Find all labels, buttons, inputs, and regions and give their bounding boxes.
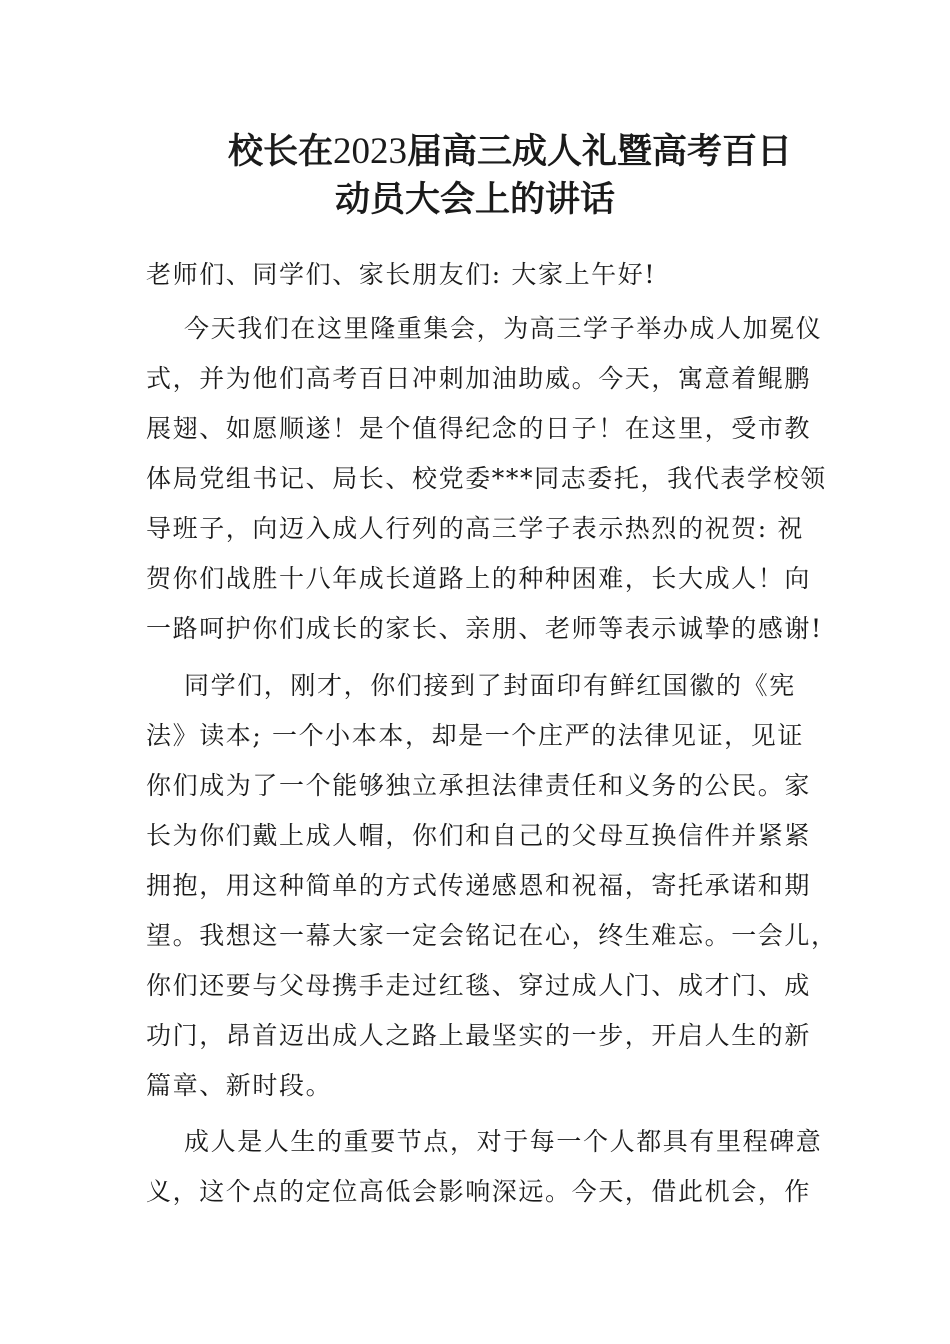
paragraph-1-line-3: 展翅、如愿顺遂！是个值得纪念的日子！在这里，受市教	[146, 414, 812, 443]
paragraph-1-line-1: 今天我们在这里隆重集会，为高三学子举办成人加冕仪	[184, 314, 823, 343]
paragraph-1-line-7: 一路呵护你们成长的家长、亲朋、老师等表示诚挚的感谢!	[146, 614, 823, 643]
paragraph-1-line-4: 体局党组书记、局长、校党委***同志委托，我代表学校领	[146, 464, 827, 493]
greeting-line: 老师们、同学们、家长朋友们: 大家上午好!	[146, 260, 657, 289]
paragraph-2-line-9: 篇章、新时段。	[146, 1071, 333, 1100]
paragraph-2-line-1: 同学们，刚才，你们接到了封面印有鲜红国徽的《宪	[184, 671, 796, 700]
paragraph-2-line-5: 拥抱，用这种简单的方式传递感恩和祝福，寄托承诺和期	[146, 871, 812, 900]
paragraph-2-line-6: 望。我想这一幕大家一定会铭记在心，终生难忘。一会儿，	[146, 921, 838, 950]
title-year: 2023	[333, 131, 407, 172]
paragraph-1-line-2: 式，并为他们高考百日冲刺加油助威。今天，寓意着鲲鹏	[146, 364, 812, 393]
title-suffix: 届高三成人礼暨高考百日	[407, 131, 793, 172]
paragraph-1-line-5: 导班子，向迈入成人行列的高三学子表示热烈的祝贺: 祝	[146, 514, 804, 543]
document-title-line-2: 动员大会上的讲话	[334, 179, 615, 220]
paragraph-3-line-2: 义，这个点的定位高低会影响深远。今天，借此机会，作	[146, 1177, 812, 1206]
paragraph-2-line-8: 功门，昂首迈出成人之路上最坚实的一步，开启人生的新	[146, 1021, 812, 1050]
title-prefix: 校长在	[227, 131, 333, 172]
paragraph-2-line-7: 你们还要与父母携手走过红毯、穿过成人门、成才门、成	[146, 971, 812, 1000]
document-title-line-1	[150, 128, 870, 176]
paragraph-1-line-6: 贺你们战胜十八年成长道路上的种种困难，长大成人！向	[146, 564, 812, 593]
paragraph-2-line-3: 你们成为了一个能够独立承担法律责任和义务的公民。家	[146, 771, 812, 800]
paragraph-2-line-4: 长为你们戴上成人帽，你们和自己的父母互换信件并紧紧	[146, 821, 812, 850]
paragraph-3-line-1: 成人是人生的重要节点，对于每一个人都具有里程碑意	[184, 1127, 823, 1156]
paragraph-2-line-2: 法》读本; 一个小本本，却是一个庄严的法律见证，见证	[146, 721, 804, 750]
